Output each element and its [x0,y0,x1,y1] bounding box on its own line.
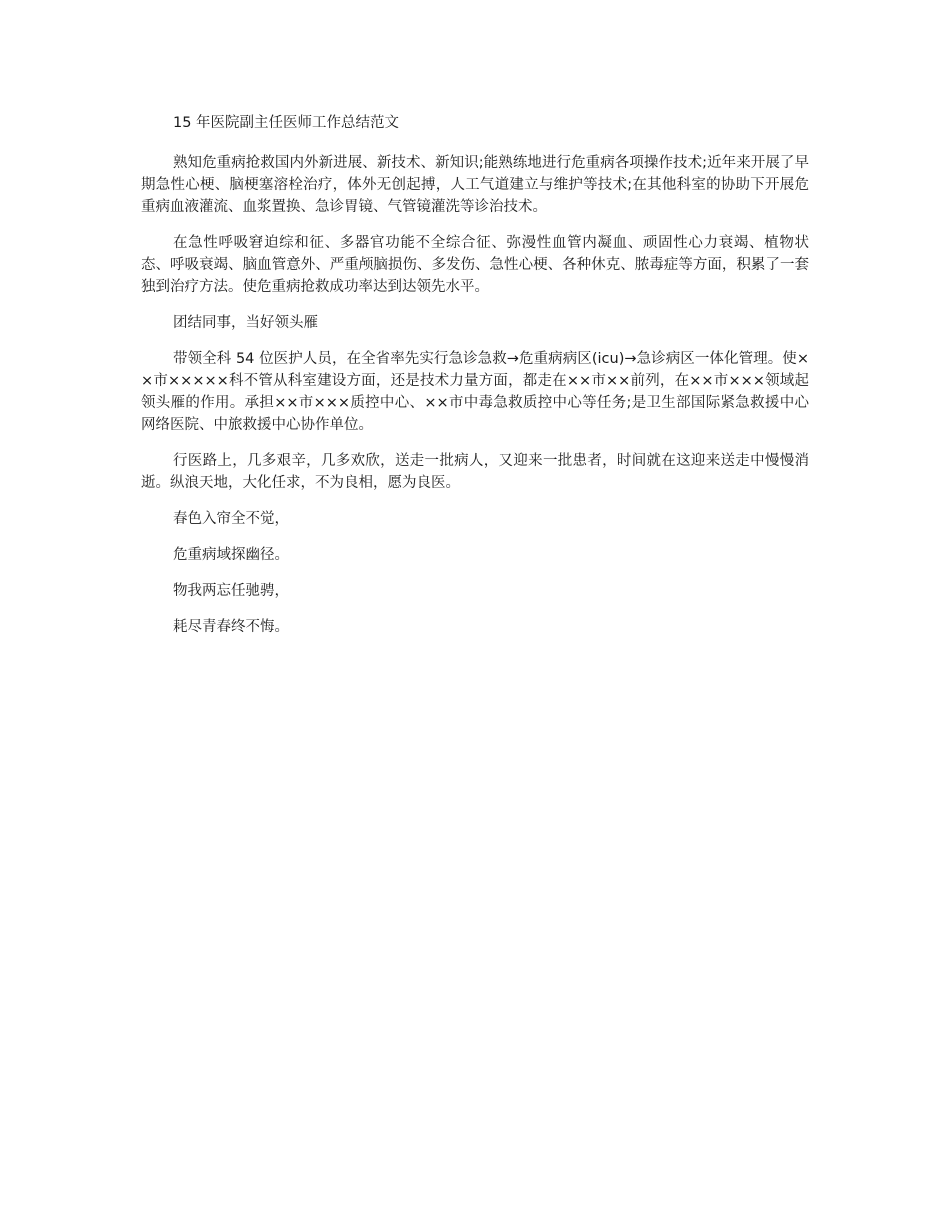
document-title: 15 年医院副主任医师工作总结范文 [173,115,400,131]
poem-line-1: 春色入帘全不觉， [173,511,289,527]
poem-line-4: 耗尽青春终不悔。 [173,619,289,635]
poem-line-2: 危重病域探幽径。 [173,547,289,563]
paragraph-1: 熟知危重病抢救国内外新进展、新技术、新知识;能熟练地进行危重病各项操作技术;近年来开展了早期急性心梗、脑梗塞溶栓治疗，体外无创起搏，人工气道建立与维护等技术;在其他科室的协助下开展危重病血液灌流、血浆置换、急诊胃镜、气管镜灌洗等诊治技术。 [141,155,809,215]
section-heading: 团结同事，当好领头雁 [173,315,318,331]
paragraph-2: 在急性呼吸窘迫综和征、多器官功能不全综合征、弥漫性血管内凝血、顽固性心力衰竭、植物状态、呼吸衰竭、脑血管意外、严重颅脑损伤、多发伤、急性心梗、各种休克、脓毒症等方面，积累了一套独到治疗方法。使危重病抢救成功率达到达领先水平。 [141,235,809,295]
paragraph-3: 带领全科 54 位医护人员，在全省率先实行急诊急救→危重病病区(icu)→急诊病区一体化管理。使××市×××××科不管从科室建设方面，还是技术力量方面，都走在××市××前列，在××市×××领域起领头雁的作用。承担××市×××质控中心、××市中毒急救质控中心等任务;是卫生部国际紧急救援中心网络医院、中旅救援中心协作单位。 [141,351,809,433]
paragraph-4: 行医路上，几多艰辛，几多欢欣，送走一批病人，又迎来一批患者，时间就在这迎来送走中慢慢消逝。纵浪天地，大化任求，不为良相，愿为良医。 [141,453,809,491]
document-page [141,112,809,652]
poem-line-3: 物我两忘任驰骋， [173,583,289,599]
